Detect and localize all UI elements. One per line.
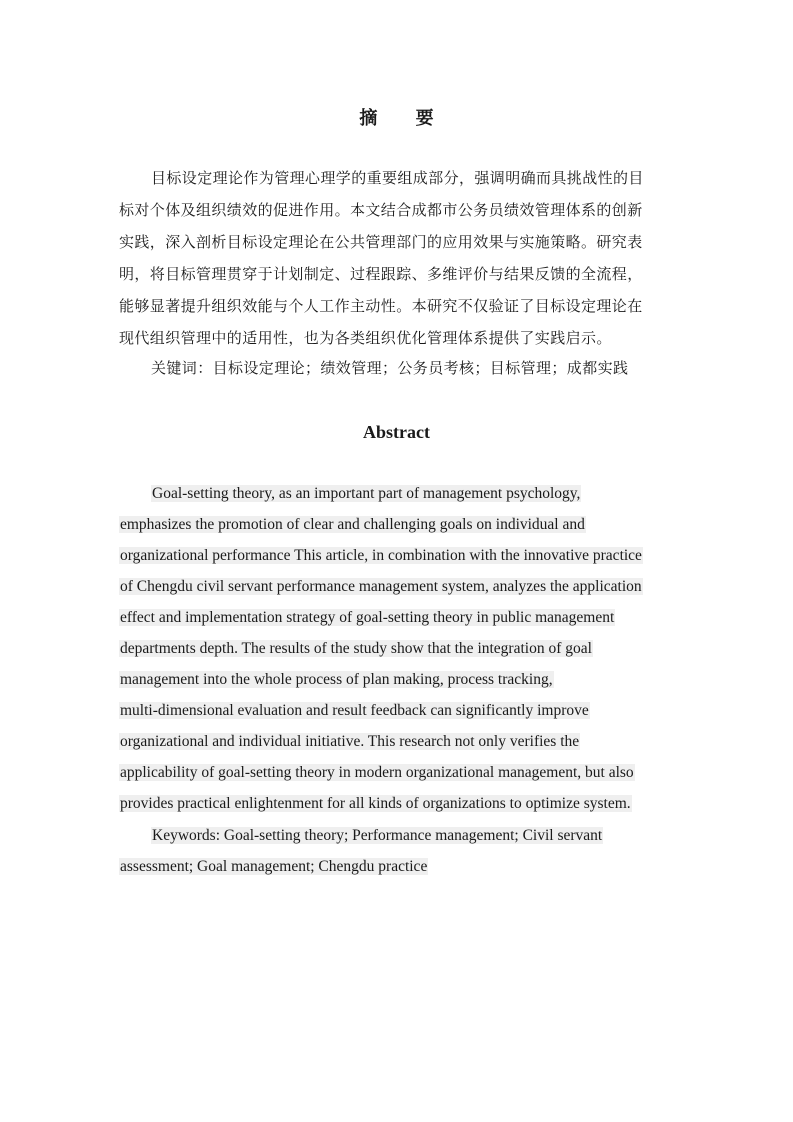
chinese-abstract-line: 标对个体及组织绩效的促进作用。本文结合成都市公务员绩效管理体系的创新 xyxy=(119,201,643,219)
english-abstract-title: Abstract xyxy=(363,422,430,442)
english-keywords: assessment; Goal management; Chengdu practice xyxy=(120,858,428,875)
english-abstract-line: multi-dimensional evaluation and result feedback can significantly improve xyxy=(120,702,589,719)
chinese-abstract-title: 摘 要 xyxy=(359,108,450,129)
english-keywords: Keywords: Goal-setting theory; Performance management; Civil servant xyxy=(152,827,603,844)
chinese-abstract-line: 能够显著提升组织效能与个人工作主动性。本研究不仅验证了目标设定理论在 xyxy=(119,297,643,315)
english-abstract-line: management into the whole process of plan making, process tracking, xyxy=(120,671,553,688)
english-abstract-line: provides practical enlightenment for all kinds of organizations to optimize system. xyxy=(120,795,631,812)
english-abstract-line: Goal-setting theory, as an important part of management psychology, xyxy=(152,485,581,502)
english-abstract-line: effect and implementation strategy of goal-setting theory in public management xyxy=(120,609,615,626)
english-abstract-line: emphasizes the promotion of clear and challenging goals on individual and xyxy=(120,516,585,533)
english-abstract-line: departments depth. The results of the study show that the integration of goal xyxy=(120,640,592,657)
english-abstract-line: applicability of goal-setting theory in modern organizational management, but also xyxy=(120,764,634,781)
chinese-abstract-line: 目标设定理论作为管理心理学的重要组成部分，强调明确而具挑战性的目 xyxy=(151,169,644,187)
chinese-keywords: 关键词：目标设定理论；绩效管理；公务员考核；目标管理；成都实践 xyxy=(151,359,629,377)
chinese-abstract-line: 明，将目标管理贯穿于计划制定、过程跟踪、多维评价与结果反馈的全流程， xyxy=(119,265,643,283)
english-abstract-line: of Chengdu civil servant performance management system, analyzes the application xyxy=(120,578,642,595)
english-abstract-line: organizational and individual initiative. This research not only verifies the xyxy=(120,733,580,750)
chinese-abstract-line: 现代组织管理中的适用性，也为各类组织优化管理体系提供了实践启示。 xyxy=(119,329,612,347)
chinese-abstract-line: 实践，深入剖析目标设定理论在公共管理部门的应用效果与实施策略。研究表 xyxy=(119,233,643,251)
english-abstract-line: organizational performance This article, in combination with the innovative practice xyxy=(120,547,642,564)
